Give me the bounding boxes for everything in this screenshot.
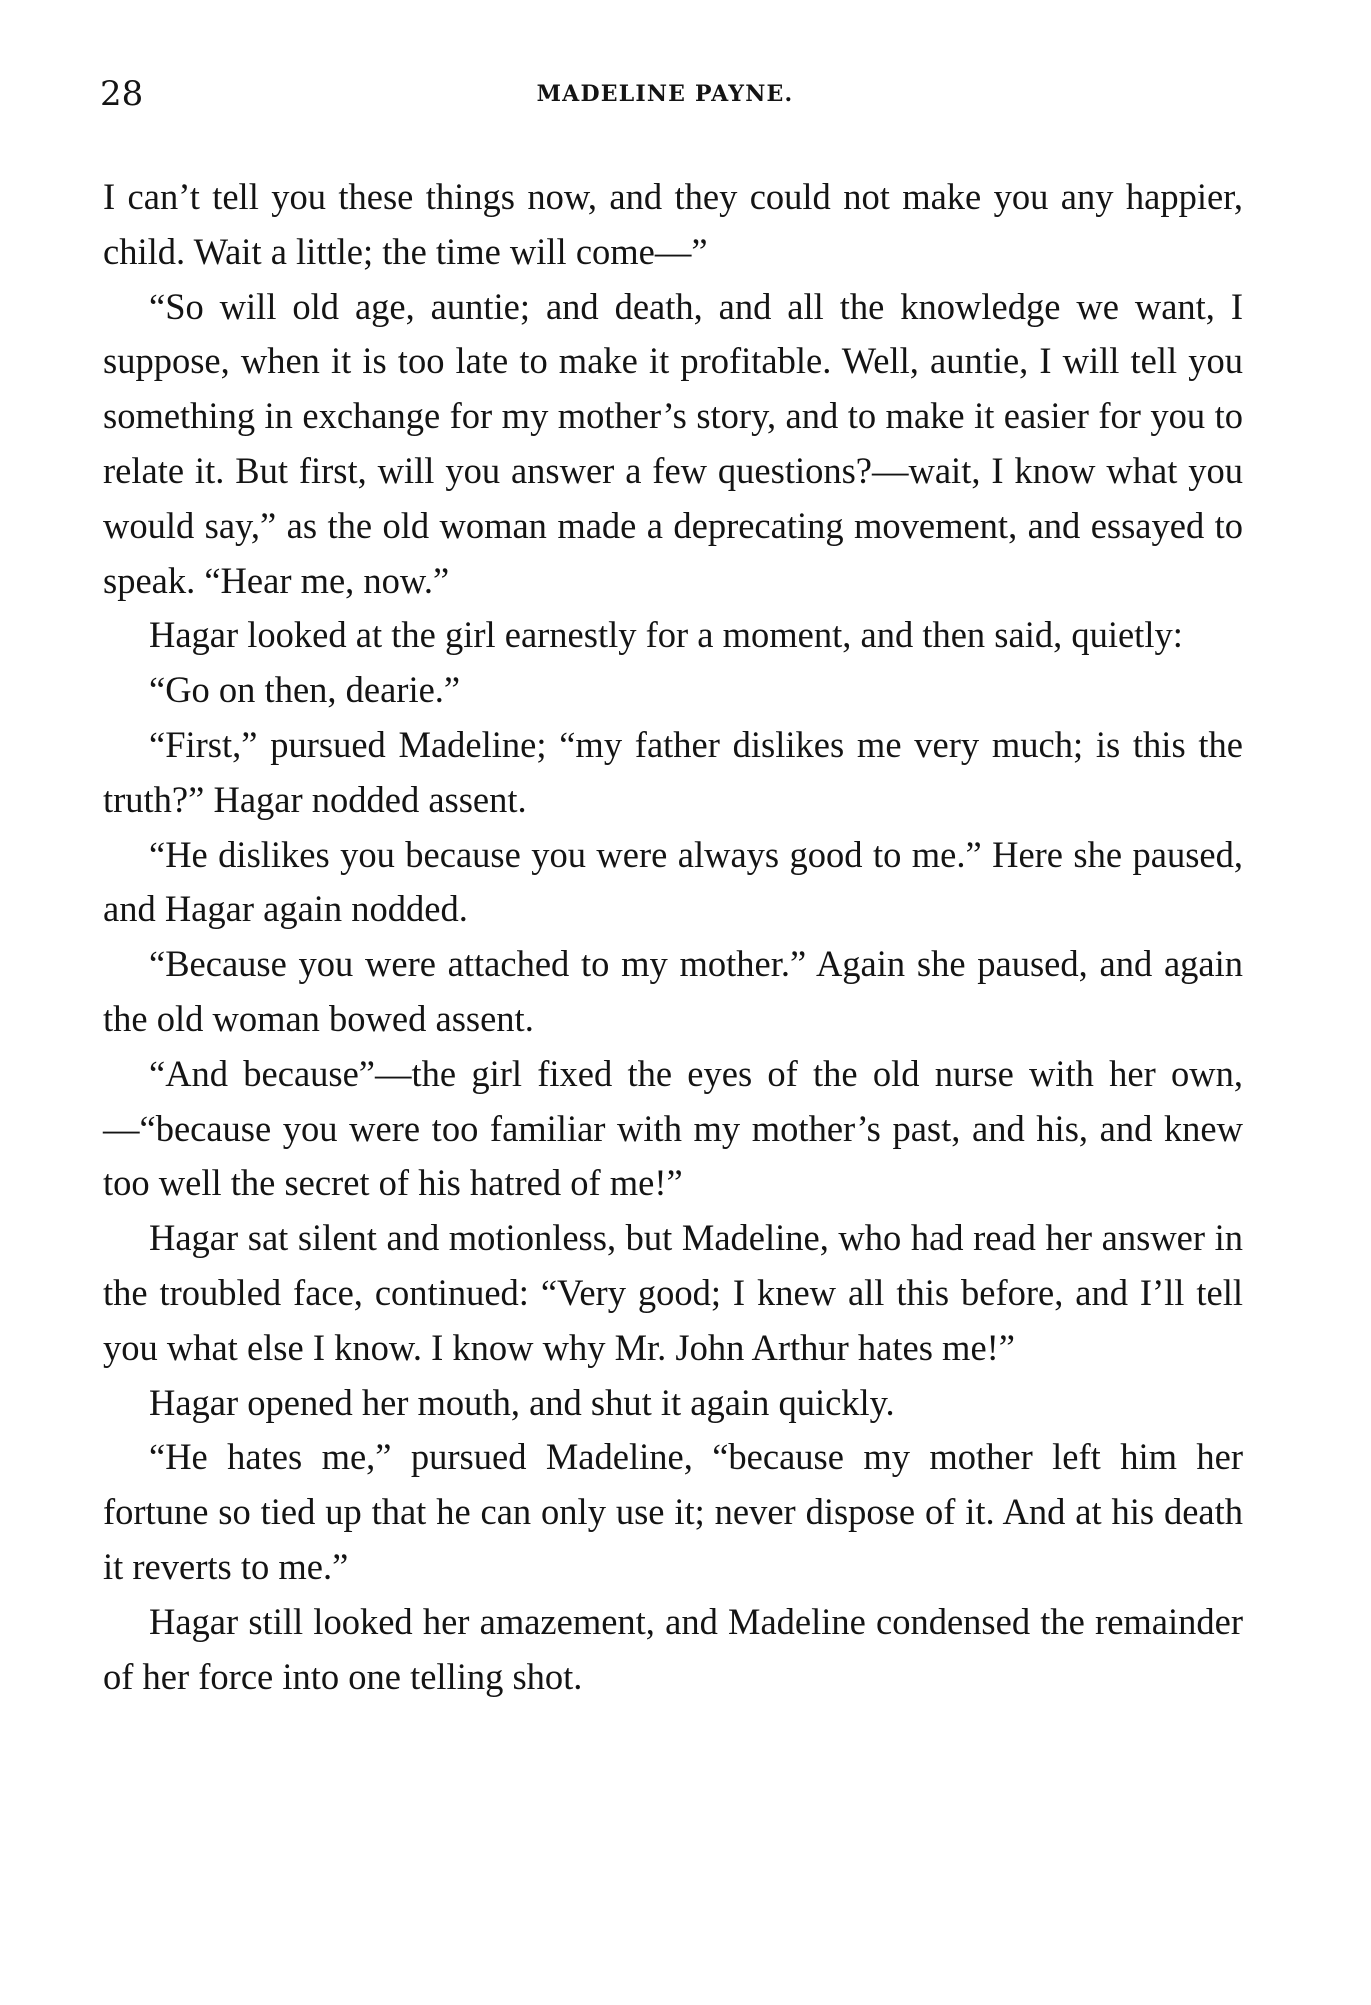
body-text	[103, 170, 1243, 1704]
paragraph: Hagar still looked her amazement, and Madeline condensed the remainder of her force into one telling shot.	[103, 1600, 1243, 1697]
paragraph: “So will old age, auntie; and death, and all the knowledge we want, I suppose, when it is too late to make it profitable. Well, auntie, I will tell you something in exchange for my mother’s story, and to make it easier for you to relate it. But first, will you answer a few questions?—wait, I know what you would say,” as the old woman made a deprecating movement, and essayed to speak. “Hear me, now.”	[103, 285, 1243, 601]
paragraph: Hagar looked at the girl earnestly for a moment, and then said, quietly:	[149, 614, 1183, 656]
paragraph: “Go on then, dearie.”	[149, 669, 461, 711]
running-title: MADELINE PAYNE.	[536, 81, 794, 107]
paragraph: “And because”—the girl fixed the eyes of the old nurse with her own,—“because you were too familiar with my mother’s past, and his, and knew too well the secret of his hatred of me!”	[103, 1052, 1243, 1204]
paragraph: “He hates me,” pursued Madeline, “because my mother left him her fortune so tied up that he can only use it; never dispose of it. And at his death it reverts to me.”	[103, 1436, 1243, 1587]
paragraph: Hagar opened her mouth, and shut it again quickly.	[149, 1381, 895, 1423]
paragraph: Hagar sat silent and motionless, but Madeline, who had read her answer in the troubled face, continued: “Very good; I knew all this before, and I’ll tell you what else I know. I know why Mr. John Arthur hates me!”	[103, 1217, 1243, 1368]
paragraph: “First,” pursued Madeline; “my father dislikes me very much; is this the truth?” Hagar nodded assent.	[103, 723, 1243, 820]
paragraph: “He dislikes you because you were always good to me.” Here she paused, and Hagar again nodded.	[103, 833, 1243, 930]
page-header	[100, 74, 1230, 118]
paragraph-continued: I can’t tell you these things now, and they could not make you any happier, child. Wait a little; the time will come—”	[103, 176, 1243, 272]
page-number: 28	[100, 74, 144, 114]
paragraph: “Because you were attached to my mother.” Again she paused, and again the old woman bowed assent.	[103, 943, 1243, 1039]
